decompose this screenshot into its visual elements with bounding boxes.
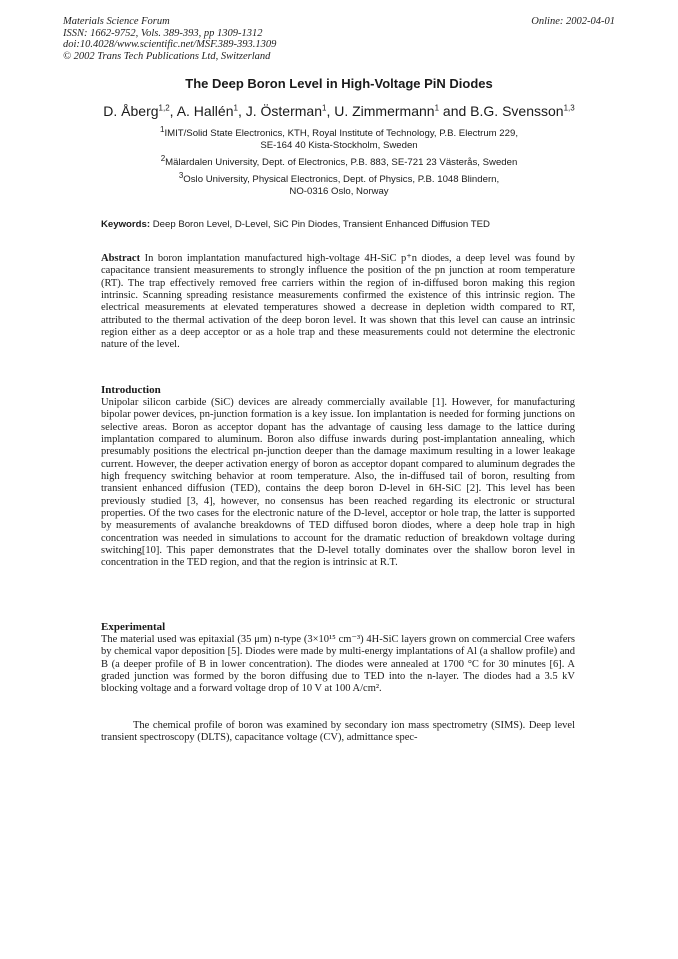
- affiliation-mark: 1: [160, 124, 165, 134]
- author-name: U. Zimmermann: [334, 103, 435, 119]
- paper-title: The Deep Boron Level in High-Voltage PiN Diodes: [185, 76, 493, 91]
- experimental-paragraph-2: The chemical profile of boron was examined by secondary ion mass spectrometry (SIMS). Deep level transient spectroscopy (DLTS), capacitance voltage (CV), admittance spec-: [101, 720, 575, 744]
- author-affiliation-mark: 1,2: [158, 103, 170, 113]
- journal-name: Materials Science Forum: [63, 16, 170, 27]
- author-separator: ,: [169, 103, 177, 119]
- affiliation-2: [100, 153, 578, 169]
- author-affiliation-mark: 1: [434, 103, 440, 113]
- affiliation-line: Oslo University, Physical Electronics, Dept. of Physics, P.B. 1048 Blindern,: [183, 174, 500, 185]
- doi-line: doi:10.4028/www.scientific.net/MSF.389-393.1309: [63, 39, 277, 50]
- affiliation-1: [100, 124, 578, 152]
- affiliation-line: NO-0316 Oslo, Norway: [289, 186, 389, 197]
- abstract-text: In boron implantation manufactured high-voltage 4H-SiC p⁺n diodes, a deep level was found by capacitance transient measurements to strongly influence the position of the pn junction at room temperature (RT). The trap effectively removed free carriers within the region of in-diffused boron making this region intrinsic. Scanning spreading resistance measurements confirmed the existence of this intrinsic region. The electrical measurements at elevated temperatures showed a decrease in depletion width compared to RT, attributed to the thermal activation of the deep boron level. It was shown that this level can cause an intrinsic region either as a deep acceptor or as a hole trap and these measurements could not determine the electronic nature of the level.: [101, 253, 575, 351]
- author-list: [0, 103, 678, 119]
- keywords-label: Keywords:: [101, 219, 151, 230]
- abstract-label: Abstract: [101, 253, 141, 264]
- author-separator: ,: [237, 103, 246, 119]
- journal-header: [63, 16, 276, 62]
- author-affiliation-mark: 1,3: [563, 103, 575, 113]
- introduction-heading: Introduction: [101, 384, 161, 396]
- author-name: D. Åberg: [103, 103, 159, 119]
- copyright-line: © 2002 Trans Tech Publications Ltd, Switzerland: [63, 50, 271, 62]
- affiliation-mark: 2: [160, 153, 166, 163]
- affiliation-line: SE-164 40 Kista-Stockholm, Sweden: [260, 140, 418, 151]
- author-name: A. Hallén: [176, 103, 234, 119]
- affiliation-line: IMIT/Solid State Electronics, KTH, Royal Institute of Technology, P.B. Electrum 229,: [164, 128, 518, 139]
- affiliation-3: [100, 170, 578, 198]
- author-separator: ,: [326, 103, 335, 119]
- issn-line: ISSN: 1662-9752, Vols. 389-393, pp 1309-1312: [63, 27, 263, 39]
- author-name: B.G. Svensson: [470, 103, 564, 119]
- author-name: J. Österman: [245, 103, 322, 119]
- experimental-heading: Experimental: [101, 621, 166, 633]
- experimental-paragraph-1: The material used was epitaxial (35 μm) n-type (3×10¹⁵ cm⁻³) 4H-SiC layers grown on commercial Cree wafers by chemical vapor deposition [5]. Diodes were made by multi-energy implantations of Al (a shallow profile) and B (a deeper profile of B in lower concentration). The diodes were annealed at 1700 °C for 30 minutes [6]. A graded junction was formed by the boron diffusing due to TED into the n-layer. The diodes had a 3.5 kV blocking voltage and a forward voltage drop of 10 V at 100 A/cm².: [101, 634, 575, 695]
- author-affiliation-mark: 1: [321, 103, 327, 113]
- author-separator: and: [439, 103, 471, 119]
- online-date: Online: 2002-04-01: [531, 16, 615, 27]
- introduction-paragraph: Unipolar silicon carbide (SiC) devices are already commercially available [1]. However, for manufacturing bipolar power devices, pn-junction formation is a key issue. Ion implantation is needed for forming junctions on selective areas. Boron as acceptor dopant has the advantage of causing less damage to the lattice during implantation compared to aluminum. Boron also diffuse inwards during post-implantation annealing, which presumably positions the electrical pn-junction deeper than the damage maximum resulting in a lower leakage current. However, the deeper activation energy of boron as acceptor dopant compared to aluminum degrades the high frequency switching behavior at room temperature. Also, the in-diffused tail of boron, resulting from transient enhanced diffusion (TED), contains the deep boron D-level in 6H-SiC [2]. This level has been previously studied [3, 4], however, no consensus has been reached regarding its electronic or structural properties. Of the two cases for the electronic nature of the D-level, acceptor or hole trap, the latter is supported by measurements of avalanche breakdowns of TED diffused boron diodes, where a deep hole trap in high concentration was needed in simulations to account for the dramatic reduction of breakdown voltage during switching[10]. This paper demonstrates that the D-level totally dominates over the shallow boron level in concentration in the TED region, and that the region is intrinsic at R.T.: [101, 397, 575, 569]
- affiliation-mark: 3: [178, 170, 184, 180]
- keywords-line: [101, 219, 490, 230]
- keywords-text: Deep Boron Level, D-Level, SiC Pin Diodes, Transient Enhanced Diffusion TED: [152, 219, 490, 230]
- author-affiliation-mark: 1: [233, 103, 238, 113]
- affiliation-line: Mälardalen University, Dept. of Electronics, P.B. 883, SE-721 23 Västerås, Sweden: [165, 157, 518, 168]
- abstract-paragraph: [101, 253, 575, 352]
